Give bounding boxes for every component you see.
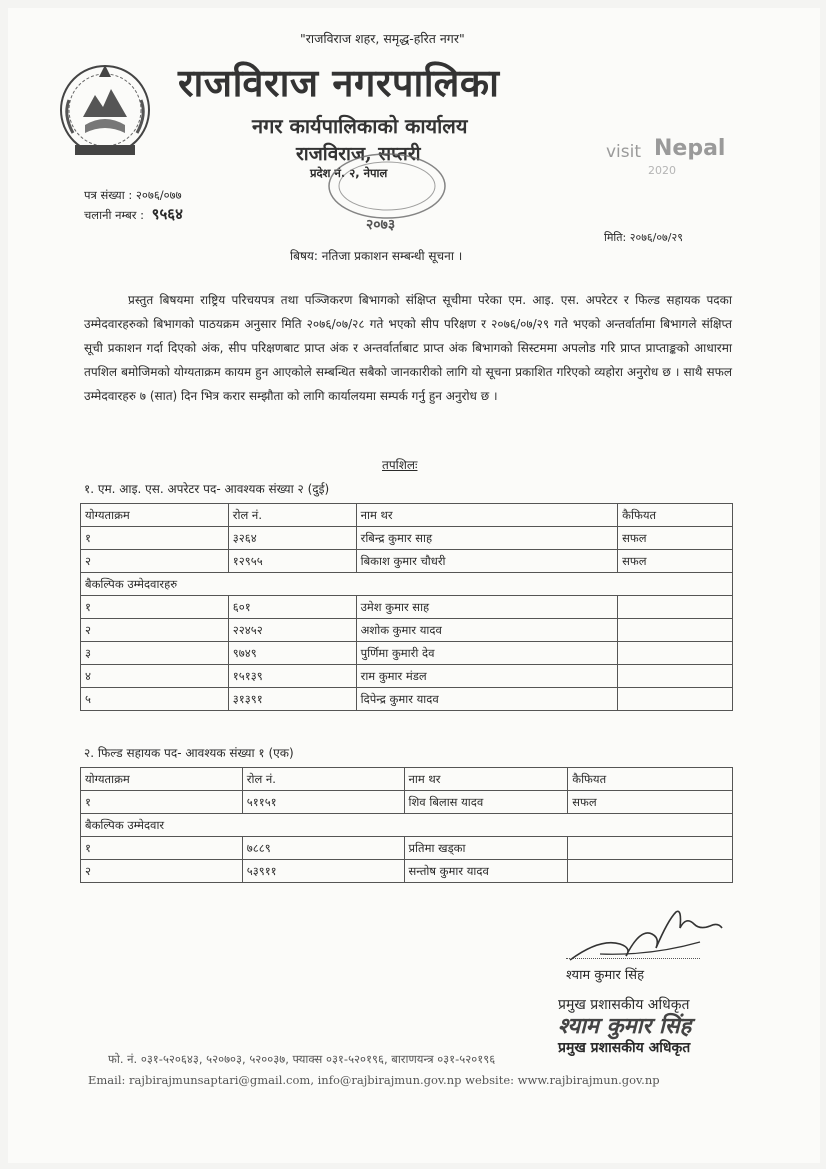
roll-cell: ५३९११ bbox=[242, 860, 404, 883]
roll-cell: ९७४९ bbox=[228, 642, 356, 665]
remarks-cell bbox=[618, 665, 733, 688]
col-remarks: कैफियत bbox=[568, 768, 733, 791]
table-header-row bbox=[81, 768, 733, 791]
name-cell: शिव बिलास यादव bbox=[404, 791, 568, 814]
name-cell: रबिन्द्र कुमार साह bbox=[356, 527, 618, 550]
name-cell: उमेश कुमार साह bbox=[356, 596, 618, 619]
roll-cell: १५१३९ bbox=[228, 665, 356, 688]
chalani-label: चलानी नम्बर : bbox=[84, 208, 148, 222]
office-name: नगर कार्यपालिकाको कार्यालय bbox=[252, 114, 468, 138]
rank-cell: १ bbox=[81, 596, 229, 619]
footer-phones: फो. नं. ०३१-५२०६४३, ५२०७०३, ५२००३७, फ्याक्स ०३१-५२०१९६, बाराणयन्त्र ०३१-५२०१९६ bbox=[108, 1052, 496, 1066]
name-cell: राम कुमार मंडल bbox=[356, 665, 618, 688]
rank-cell: २ bbox=[81, 860, 243, 883]
col-rank: योग्यताक्रम bbox=[81, 768, 243, 791]
roll-cell: १२९५५ bbox=[228, 550, 356, 573]
nepal-word: Nepal bbox=[654, 136, 726, 161]
name-cell: अशोक कुमार यादव bbox=[356, 619, 618, 642]
col-rank: योग्यताक्रम bbox=[81, 504, 229, 527]
letter-number bbox=[84, 188, 182, 203]
letter-date: मिति: २०७६/०७/२९ bbox=[604, 231, 683, 244]
remarks-cell bbox=[568, 860, 733, 883]
slogan: "राजविराज शहर, समृद्ध-हरित नगर" bbox=[300, 31, 465, 46]
name-cell: दिपेन्द्र कुमार यादव bbox=[356, 688, 618, 711]
remarks-cell: सफल bbox=[568, 791, 733, 814]
name-cell: प्रतिमा खड्का bbox=[404, 837, 568, 860]
roll-cell: २२४५२ bbox=[228, 619, 356, 642]
section1-heading: १. एम. आइ. एस. अपरेटर पद- आवश्यक संख्या २ (दुई) bbox=[84, 482, 330, 496]
name-cell: पुर्णिमा कुमारी देव bbox=[356, 642, 618, 665]
col-remarks: कैफियत bbox=[618, 504, 733, 527]
remarks-cell: सफल bbox=[618, 527, 733, 550]
province-line: प्रदेश नं. २, नेपाल bbox=[310, 166, 388, 180]
name-stamp: श्याम कुमार सिंह bbox=[558, 1014, 692, 1039]
section2-table bbox=[80, 767, 733, 883]
col-name: नाम थर bbox=[404, 768, 568, 791]
rank-cell: १ bbox=[81, 837, 243, 860]
stamp-year: २०७३ bbox=[366, 217, 396, 233]
roll-cell: ७८८९ bbox=[242, 837, 404, 860]
roll-cell: ३२६४ bbox=[228, 527, 356, 550]
table-row bbox=[81, 619, 733, 642]
visit-year: 2020 bbox=[648, 164, 676, 177]
rank-cell: २ bbox=[81, 619, 229, 642]
table-row bbox=[81, 665, 733, 688]
section2-heading: २. फिल्ड सहायक पद- आवश्यक संख्या १ (एक) bbox=[84, 746, 294, 760]
patra-label: पत्र संख्या : bbox=[84, 188, 136, 202]
footer-contact: Email: rajbirajmunsaptari@gmail.com, info@rajbirajmun.gov.np website: www.rajbirajmun.gov.np bbox=[88, 1073, 660, 1087]
dispatch-number bbox=[84, 204, 183, 224]
rank-cell: १ bbox=[81, 791, 243, 814]
visit-word: visit bbox=[606, 142, 642, 162]
table-row bbox=[81, 596, 733, 619]
alternate-label: बैकल्पिक उम्मेदवार bbox=[81, 814, 733, 837]
rank-cell: २ bbox=[81, 550, 229, 573]
remarks-cell bbox=[618, 619, 733, 642]
roll-cell: ५११५१ bbox=[242, 791, 404, 814]
visit-nepal-logo bbox=[606, 138, 766, 186]
rank-cell: ४ bbox=[81, 665, 229, 688]
remarks-cell: सफल bbox=[618, 550, 733, 573]
alternate-label-row bbox=[81, 814, 733, 837]
chalani-value: ९५६४ bbox=[151, 205, 183, 223]
signatory-position: प्रमुख प्रशासकीय अधिकृत bbox=[558, 997, 690, 1013]
table-row bbox=[81, 688, 733, 711]
subject-line: बिषय: नतिजा प्रकाशन सम्बन्धी सूचना । bbox=[290, 249, 463, 263]
table-row bbox=[81, 791, 733, 814]
table-row bbox=[81, 642, 733, 665]
remarks-cell bbox=[618, 642, 733, 665]
details-heading: तपशिलः bbox=[382, 458, 418, 472]
remarks-cell bbox=[618, 596, 733, 619]
roll-cell: ३१३९१ bbox=[228, 688, 356, 711]
body-paragraph: प्रस्तुत बिषयमा राष्ट्रिय परिचयपत्र तथा पञ्जिकरण बिभागको संक्षिप्त सूचीमा परेका एम. आइ. एस. अपरेटर र फिल्ड सहायक पदका उम्मेदवारहरुको बिभागको पाठयक्रम अनुसार मिति २०७६/०७/२८ गते भएको सीप परिक्षण र २०७६/०७/२९ गते भएको अन्तर्वार्तामा बिभागले संक्षिप्त सूची प्रकाशन गर्दा दिएको अंक, सीप परिक्षणबाट प्राप्त अंक र अन्तर्वार्ताबाट प्राप्त अंक बिभागको सिस्टममा अपलोड गरि प्राप्त प्राप्ताङ्कको आधारमा तपशिल बमोजिमको योग्यताक्रम कायम हुन आएकोले सम्बन्धित सबैको जानकारीको लागि यो सूचना प्रकाशित गरिएको व्यहोरा अनुरोध छ । साथै सफल उम्मेदवारहरु ७ (सात) दिन भित्र करार सम्झौता को लागि कार्यालयमा सम्पर्क गर्नु हुन अनुरोध छ । bbox=[84, 293, 732, 403]
section1-table bbox=[80, 503, 733, 711]
remarks-cell bbox=[568, 837, 733, 860]
office-address: राजविराज, सप्तरी bbox=[296, 143, 421, 165]
table-row bbox=[81, 837, 733, 860]
table-row bbox=[81, 527, 733, 550]
name-cell: बिकाश कुमार चौधरी bbox=[356, 550, 618, 573]
patra-value: २०७६/०७७ bbox=[135, 188, 182, 202]
roll-cell: ६०१ bbox=[228, 596, 356, 619]
alternate-label: बैकल्पिक उम्मेदवारहरु bbox=[81, 573, 733, 596]
col-roll: रोल नं. bbox=[228, 504, 356, 527]
table-row bbox=[81, 550, 733, 573]
remarks-cell bbox=[618, 688, 733, 711]
position-stamp: प्रमुख प्रशासकीय अधिकृत bbox=[558, 1040, 691, 1056]
name-cell: सन्तोष कुमार यादव bbox=[404, 860, 568, 883]
signature-line bbox=[566, 958, 700, 959]
alternate-label-row bbox=[81, 573, 733, 596]
table-header-row bbox=[81, 504, 733, 527]
municipality-emblem-icon bbox=[55, 55, 155, 165]
rank-cell: ३ bbox=[81, 642, 229, 665]
municipality-title: राजविराज नगरपालिका bbox=[178, 60, 500, 105]
col-roll: रोल नं. bbox=[242, 768, 404, 791]
rank-cell: ५ bbox=[81, 688, 229, 711]
table-row bbox=[81, 860, 733, 883]
col-name: नाम थर bbox=[356, 504, 618, 527]
signatory-name: श्याम कुमार सिंह bbox=[566, 968, 644, 983]
rank-cell: १ bbox=[81, 527, 229, 550]
